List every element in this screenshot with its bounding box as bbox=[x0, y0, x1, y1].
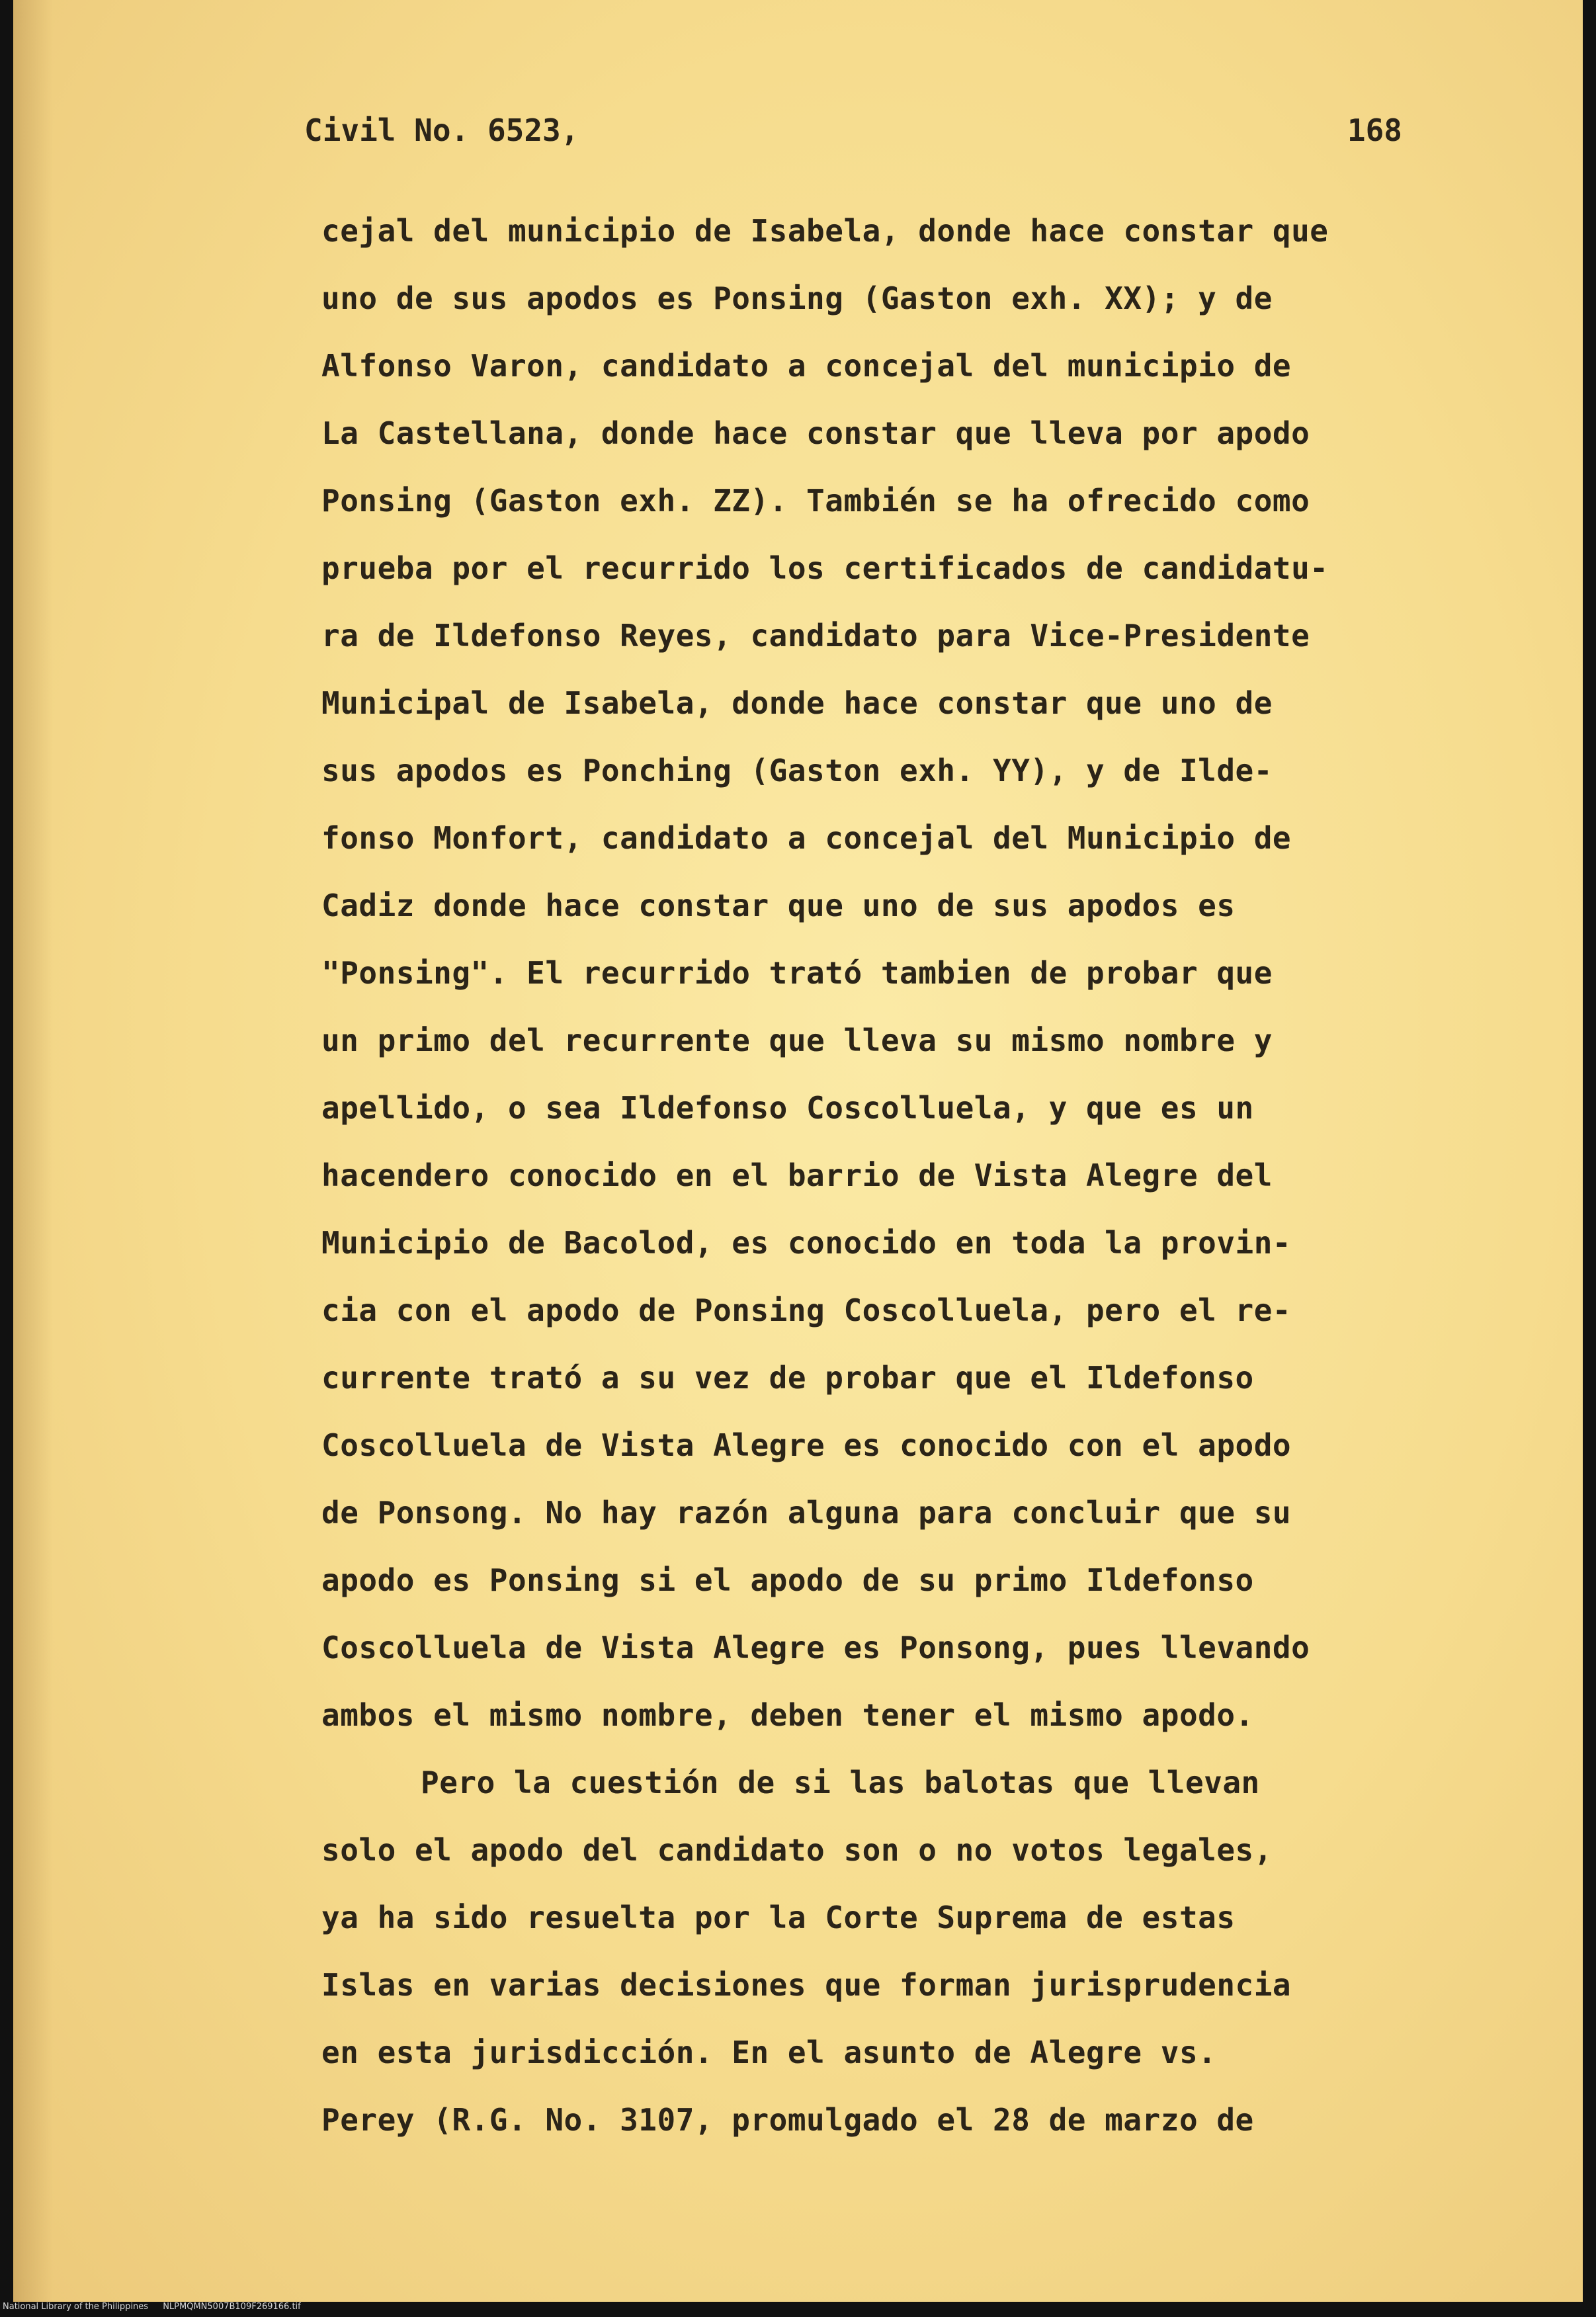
document-body bbox=[321, 197, 1433, 2154]
text-line: hacendero conocido en el barrio de Vista Alegre del bbox=[321, 1158, 1273, 1193]
text-line: de Ponsong. No hay razón alguna para concluir que su bbox=[321, 1495, 1292, 1531]
page-header bbox=[304, 112, 1402, 172]
text-line: Islas en varias decisiones que forman jurisprudencia bbox=[321, 1967, 1292, 2003]
text-line: Cadiz donde hace constar que uno de sus apodos es bbox=[321, 888, 1236, 923]
text-line: sus apodos es Ponching (Gaston exh. YY), y de Ilde- bbox=[321, 753, 1273, 788]
text-line: Ponsing (Gaston exh. ZZ). También se ha ofrecido como bbox=[321, 483, 1310, 519]
scan-footer bbox=[0, 2302, 1596, 2314]
text-line: currente trató a su vez de probar que el Ildefonso bbox=[321, 1360, 1254, 1396]
text-line: apodo es Ponsing si el apodo de su primo Ildefonso bbox=[321, 1562, 1254, 1598]
text-line: un primo del recurrente que lleva su mismo nombre y bbox=[321, 1023, 1273, 1058]
text-line: ra de Ildefonso Reyes, candidato para Vice-Presidente bbox=[321, 618, 1310, 653]
text-line: Pero la cuestión de si las balotas que llevan bbox=[421, 1765, 1260, 1800]
file-id: NLPMQMN5007B109F269166.tif bbox=[163, 2302, 301, 2312]
text-line: ambos el mismo nombre, deben tener el mismo apodo. bbox=[321, 1697, 1254, 1733]
text-line: Alfonso Varon, candidato a concejal del municipio de bbox=[321, 348, 1292, 384]
text-line: cia con el apodo de Ponsing Coscolluela, pero el re- bbox=[321, 1292, 1292, 1328]
text-line: La Castellana, donde hace constar que lleva por apodo bbox=[321, 415, 1310, 451]
text-line: apellido, o sea Ildefonso Coscolluela, y que es un bbox=[321, 1090, 1254, 1126]
text-line: solo el apodo del candidato son o no votos legales, bbox=[321, 1832, 1273, 1868]
text-line: Perey (R.G. No. 3107, promulgado el 28 de marzo de bbox=[321, 2102, 1254, 2138]
text-line: uno de sus apodos es Ponsing (Gaston exh. XX); y de bbox=[321, 280, 1273, 316]
text-line: "Ponsing". El recurrido trató tambien de probar que bbox=[321, 955, 1273, 991]
case-number: Civil No. 6523, bbox=[304, 112, 579, 148]
text-line: ya ha sido resuelta por la Corte Suprema de estas bbox=[321, 1900, 1236, 1935]
library-credit: National Library of the Philippines bbox=[3, 2302, 149, 2312]
text-line: Municipal de Isabela, donde hace constar que uno de bbox=[321, 685, 1273, 721]
text-line: Municipio de Bacolod, es conocido en toda la provin- bbox=[321, 1225, 1292, 1261]
document-page bbox=[13, 0, 1583, 2302]
text-line: en esta jurisdicción. En el asunto de Alegre vs. bbox=[321, 2035, 1217, 2070]
text-line: Coscolluela de Vista Alegre es Ponsong, pues llevando bbox=[321, 1630, 1310, 1665]
page-number: 168 bbox=[1347, 112, 1402, 148]
text-line: cejal del municipio de Isabela, donde hace constar que bbox=[321, 213, 1329, 249]
text-line: fonso Monfort, candidato a concejal del Municipio de bbox=[321, 820, 1292, 856]
text-line: prueba por el recurrido los certificados de candidatu- bbox=[321, 550, 1329, 586]
text-line: Coscolluela de Vista Alegre es conocido con el apodo bbox=[321, 1427, 1292, 1463]
